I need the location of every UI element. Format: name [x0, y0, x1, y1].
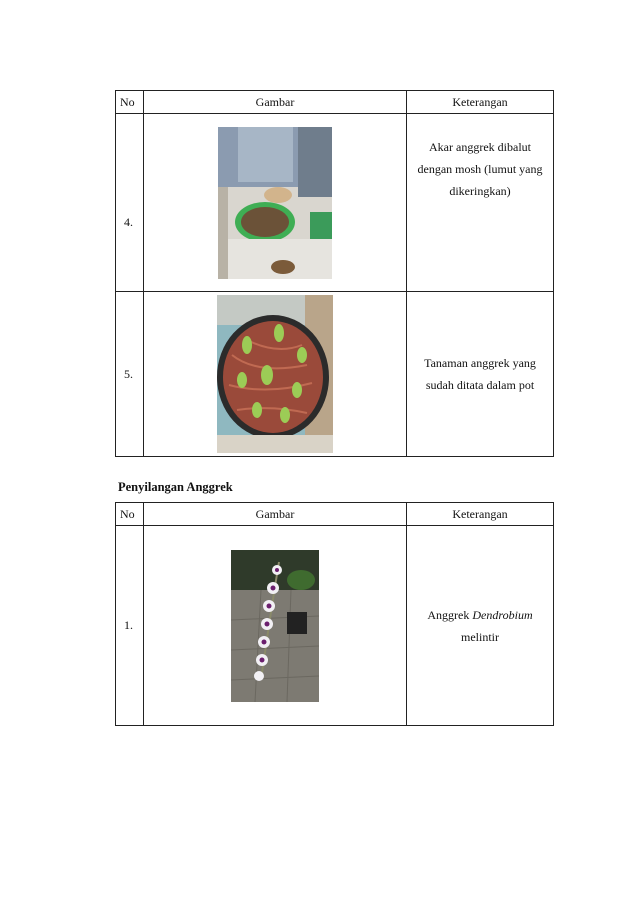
desc-line: Tanaman anggrek yang	[424, 356, 536, 370]
row-number: 5.	[116, 292, 144, 457]
desc-prefix: Anggrek	[427, 607, 470, 622]
desc-line: dengan mosh (lumut yang	[417, 162, 543, 176]
table-row	[116, 292, 554, 457]
desc-line	[411, 604, 549, 626]
desc-line: sudah ditata dalam pot	[425, 378, 535, 392]
table-row	[116, 526, 554, 726]
section-title: Penyilangan Anggrek	[118, 480, 233, 494]
row-image-cell	[144, 292, 407, 457]
desc-line: dikeringkan)	[449, 184, 511, 198]
row-description	[407, 292, 554, 457]
table-header-row	[116, 91, 554, 114]
header-no: No	[116, 503, 144, 526]
photo-moss-wrapping	[218, 127, 332, 279]
header-keterangan: Keterangan	[407, 91, 554, 114]
row-description	[407, 114, 554, 292]
photo-potted-orchids	[217, 295, 333, 453]
header-gambar: Gambar	[144, 503, 407, 526]
photo-dendrobium-orchid	[231, 550, 319, 702]
row-description	[407, 526, 554, 726]
row-image-cell	[144, 526, 407, 726]
desc-line: Akar anggrek dibalut	[429, 140, 531, 154]
table-row	[116, 114, 554, 292]
desc-italic-genus: Dendrobium	[472, 607, 533, 622]
header-keterangan: Keterangan	[407, 503, 554, 526]
table-penyilangan	[115, 502, 554, 726]
row-image-cell	[144, 114, 407, 292]
header-gambar: Gambar	[144, 91, 407, 114]
row-number: 1.	[116, 526, 144, 726]
table-header-row	[116, 503, 554, 526]
desc-line: melintir	[461, 629, 499, 644]
table-media-tanam	[115, 90, 554, 457]
row-number: 4.	[116, 114, 144, 292]
header-no: No	[116, 91, 144, 114]
